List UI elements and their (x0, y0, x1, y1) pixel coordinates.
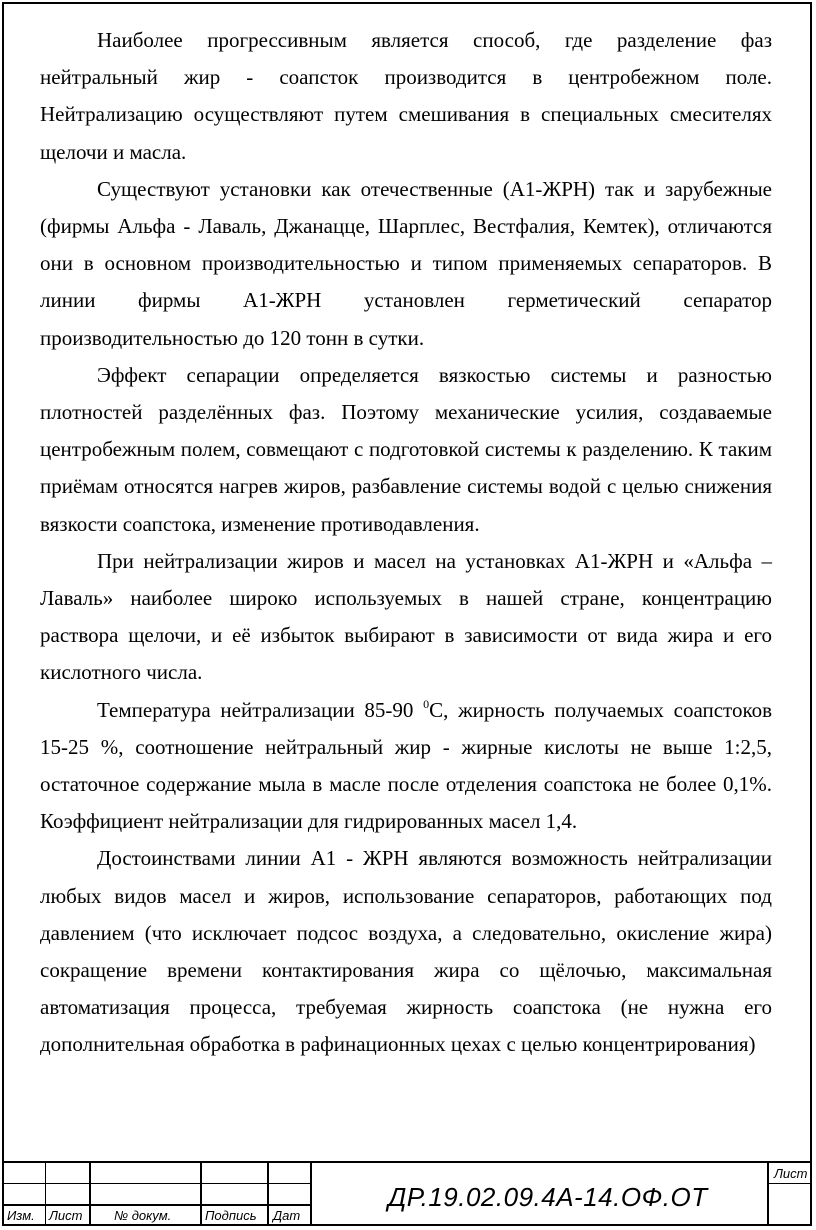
body-text (40, 22, 772, 1064)
paragraph-final: Достоинствами линии А1 - ЖРН являются возможность нейтрализации любых видов масел и жиров, использование сепараторов, работающих под давлением (что исключает подсос воздуха, а следовательно, окисление жира) сокращение времени контактирования жира со щёлочью, максимальная автоматизация процесса, требуемая жирность соапстока (не нужна его дополнительная обработка в рафинационных цехах с целью концентрирования) (40, 846, 772, 1057)
degree-sup: 0 (423, 696, 430, 711)
temp-after: С, жирность получаемых соапстоков 15-25 %, соотношение нейтральный жир - жирные кислоты не выше 1:2,5, остаточное содержание мыла в масле после отделения соапстока не более 0,1%. Коэффициент нейтрализации для гидрированных масел 1,4. (40, 697, 772, 834)
paragraph-3: Эффект сепарации определяется вязкостью системы и разностью плотностей разделённых фаз. Поэтому механические усилия, создаваемые центробежным полем, совмещают с подготовкой системы к разделению. К таким приёмам относятся нагрев жиров, разбавление системы водой с целью снижения вязкости соапстока, изменение противодавления. (40, 362, 772, 536)
label-list: Лист (49, 1208, 83, 1223)
label-izm: Изм. (7, 1208, 35, 1223)
paragraph-1: Наиболее прогрессивным является способ, где разделение фаз нейтральный жир - соапсток производится в центробежном поле. Нейтрализацию осуществляют путем смешивания в специальных смесителях щелочи и масла. (40, 28, 772, 164)
label-date: Дат (273, 1208, 301, 1223)
label-signature: Подпись (205, 1208, 257, 1223)
title-block (2, 1161, 812, 1226)
temp-before: Температура нейтрализации 85-90 (97, 697, 424, 722)
paragraph-temperature (40, 692, 772, 841)
label-sheet: Лист (774, 1166, 808, 1181)
document-code: ДР.19.02.09.4А-14.ОФ.ОТ (388, 1182, 708, 1212)
paragraph-2: Существуют установки как отечественные (А1-ЖРН) так и зарубежные (фирмы Альфа - Лаваль, Джанацце, Шарплес, Вестфалия, Кемтек), отличаются они в основном производительностью и типом применяемых сепараторов. В линии фирмы А1-ЖРН установлен герметический сепаратор производительностью до 120 тонн в сутки. (40, 176, 772, 350)
paragraph-4: При нейтрализации жиров и масел на установках А1-ЖРН и «Альфа – Лаваль» наиболее широко используемых в нашей стране, концентрацию раствора щелочи, и её избыток выбирают в зависимости от вида жира и его кислотного числа. (40, 548, 772, 685)
label-doc-num: № докум. (114, 1208, 172, 1223)
